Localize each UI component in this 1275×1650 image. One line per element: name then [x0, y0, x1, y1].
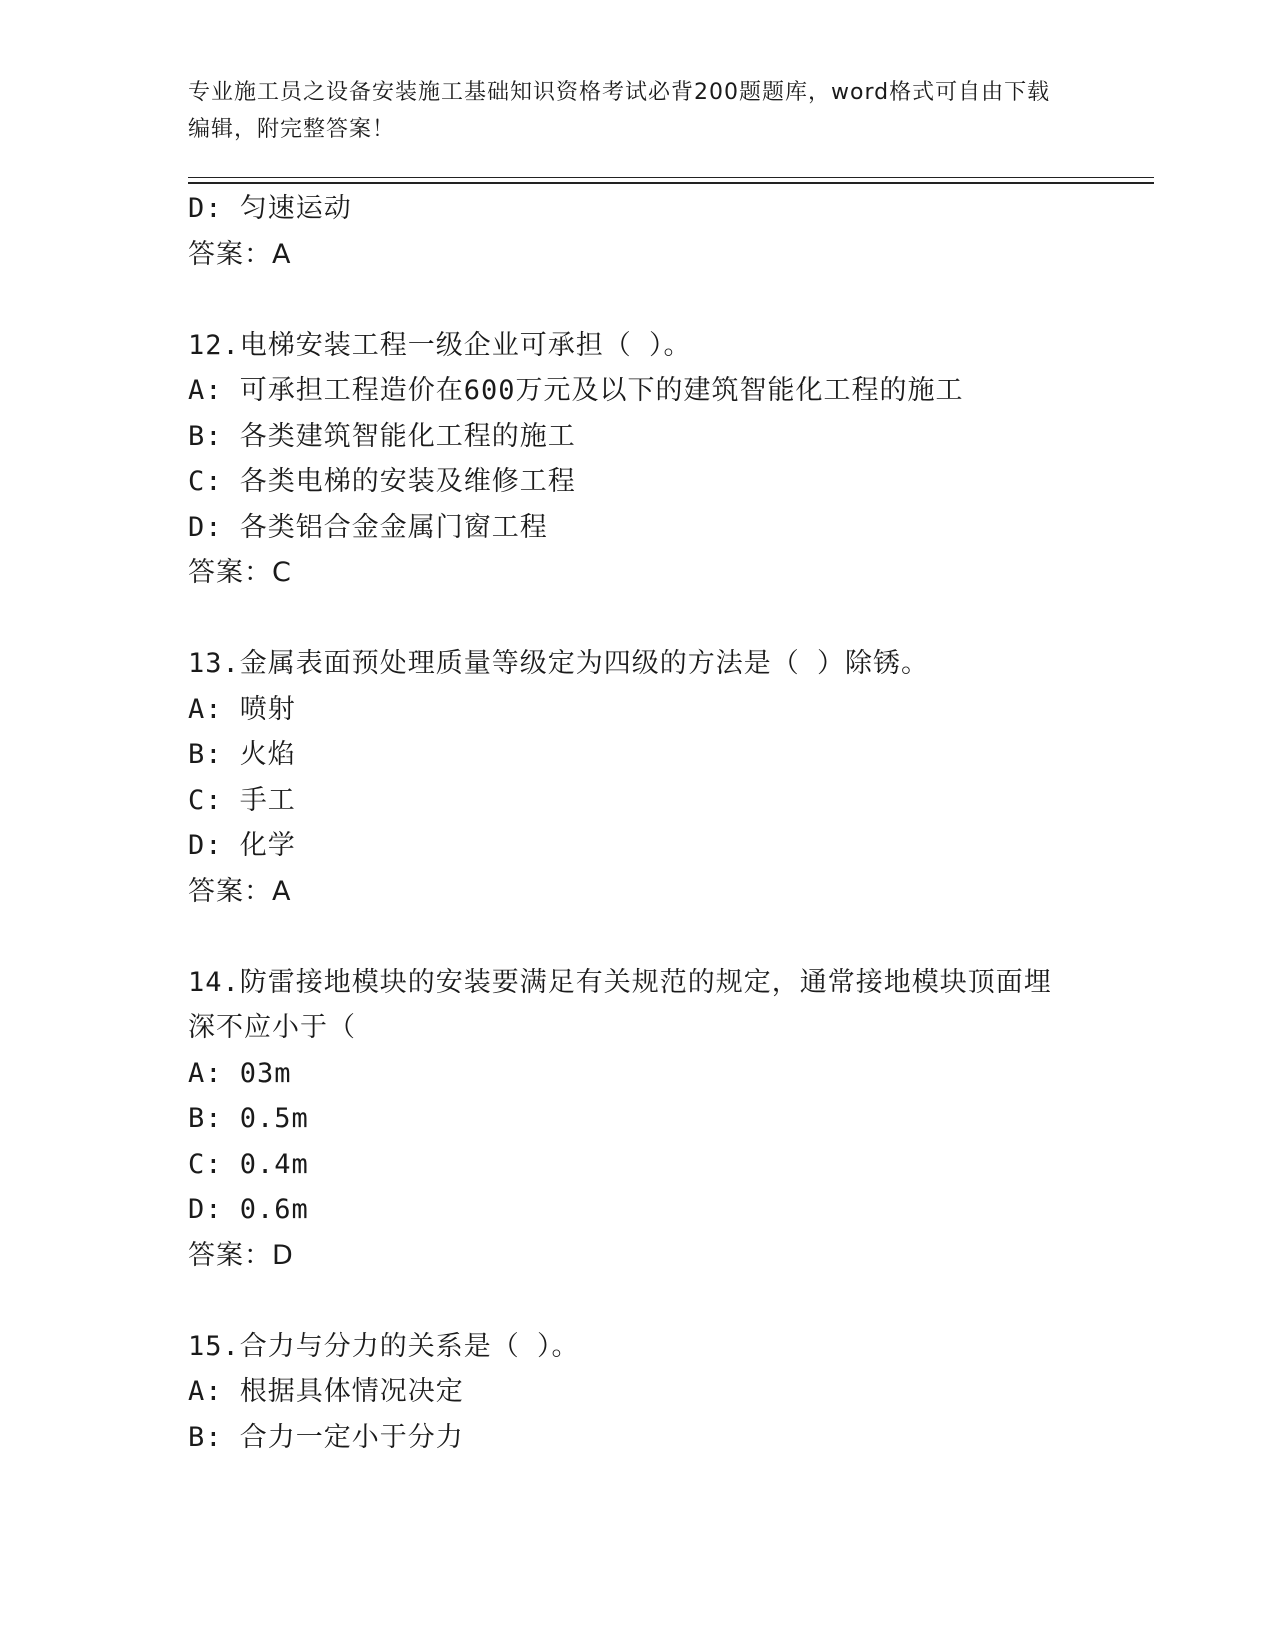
question-15-option-b: B: 合力一定小于分力 [188, 1421, 464, 1453]
question-13-option-d: D: 化学 [188, 830, 296, 861]
question-14-stem: 14.防雷接地模块的安装要满足有关规范的规定，通常接地模块顶面埋深不应小于（ [188, 966, 1052, 1043]
question-13-option-c: C: 手工 [188, 784, 296, 816]
question-14-option-a: A: 03m [188, 1057, 292, 1089]
question-15-stem: 15.合力与分力的关系是（ ）。 [188, 1330, 580, 1362]
question-14-option-c: C: 0.4m [188, 1148, 309, 1180]
question-13-option-b: B: 火焰 [188, 739, 296, 770]
answer-line: 答案：A [188, 238, 292, 270]
question-12-option-d: D: 各类铝合金金属门窗工程 [188, 511, 548, 543]
question-13-stem: 13.金属表面预处理质量等级定为四级的方法是（ ）除锈。 [188, 648, 930, 679]
spacer [188, 596, 1148, 642]
question-14-option-b: B: 0.5m [188, 1103, 309, 1134]
question-14-option-d: D: 0.6m [188, 1194, 309, 1225]
question-12-option-a: A: 可承担工程造价在600万元及以下的建筑智能化工程的施工 [188, 375, 964, 406]
header-divider-thick [188, 182, 1154, 184]
spacer [188, 914, 1148, 960]
question-list [188, 186, 1148, 1460]
option-d: D: 匀速运动 [188, 193, 352, 224]
question-13-option-a: A: 喷射 [188, 693, 296, 725]
question-12-option-b: B: 各类建筑智能化工程的施工 [188, 420, 576, 452]
question-15-option-a: A: 根据具体情况决定 [188, 1376, 464, 1407]
question-12-answer: 答案：C [188, 557, 292, 588]
spacer [188, 1278, 1148, 1324]
question-12-stem: 12.电梯安装工程一级企业可承担（ ）。 [188, 329, 692, 361]
question-14-answer: 答案：D [188, 1239, 294, 1271]
document-header: 专业施工员之设备安装施工基础知识资格考试必背200题题库，word格式可自由下载编辑，附完整答案！ [188, 80, 1051, 142]
question-12-option-c: C: 各类电梯的安装及维修工程 [188, 466, 576, 497]
spacer [188, 277, 1148, 323]
header-divider-thin [188, 177, 1154, 178]
question-13-answer: 答案：A [188, 875, 292, 907]
